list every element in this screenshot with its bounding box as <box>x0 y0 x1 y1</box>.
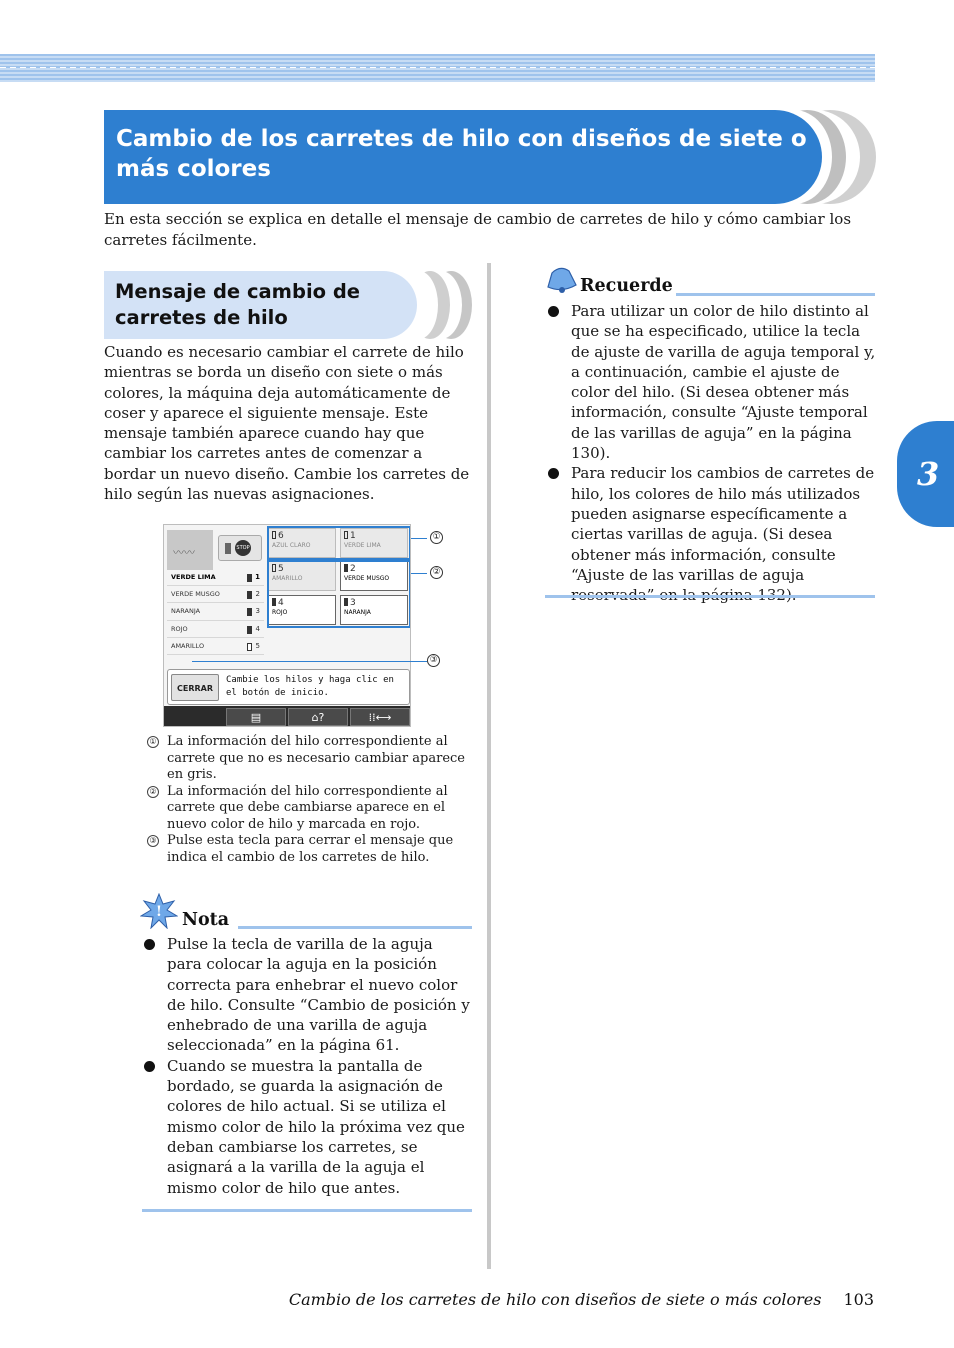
help-icon[interactable]: ⌂? <box>288 708 348 726</box>
thread-list-row <box>167 638 264 655</box>
legend-item <box>147 833 472 866</box>
recuerde-heading-rule <box>676 293 875 296</box>
top-decorative-band <box>0 54 875 82</box>
thread-name: AZUL CLARO <box>272 542 311 549</box>
nota-list <box>142 934 472 1198</box>
thread-list-row <box>167 621 264 638</box>
recuerde-item-text: Para reducir los cambios de carretes de hilo, los colores de hilo más utilizados pueden asignarse específicamente a ciertas varillas de aguja. (Si desea obtener más información, consulte “Ajuste de las varillas de aguja <box>571 464 875 584</box>
thread-list-row <box>167 586 264 603</box>
recuerde-item <box>546 301 876 463</box>
recuerde-bell-icon <box>542 265 578 295</box>
legend-marker: ② <box>147 786 159 798</box>
thread-name: VERDE LIMA <box>344 542 381 549</box>
nota-heading-rule <box>238 926 472 929</box>
nota-star-icon <box>140 893 178 929</box>
needle-bar-icon[interactable]: ⁞⁞⟷ <box>350 708 410 726</box>
highlight-changed-threads <box>267 560 411 628</box>
nota-item <box>142 934 472 1056</box>
bullet-icon <box>548 306 559 317</box>
needle-number: 4 <box>255 624 260 633</box>
thread-list-row <box>167 603 264 620</box>
section-title: Mensaje de cambio de carretes de hilo <box>104 271 417 339</box>
legend-text: La información del hilo correspondiente al carrete que debe cambiarse aparece en el nuevo color de hilo y marcada en rojo. <box>167 783 448 832</box>
thread-name: NARANJA <box>171 607 201 616</box>
machine-screen-illustration <box>163 524 411 727</box>
thread-name: VERDE MUSGO <box>171 590 220 599</box>
column-divider <box>487 263 491 1269</box>
spool-icon <box>247 643 252 651</box>
callout-leader <box>192 661 427 662</box>
legend-item <box>147 734 472 784</box>
bullet-icon <box>144 1061 155 1072</box>
spool-icon <box>225 543 231 554</box>
design-preview <box>167 530 213 570</box>
nota-item-text: Cuando se muestra la pantalla de bordado, se guarda la asignación de colores de hilo actual. Si se utiliza el mismo color de hilo la próxima vez que deban cambiarse los carretes, se asignará a la varilla de la aguja el mismo color de hilo que antes. <box>167 1056 465 1197</box>
page-title: Cambio de los carretes de hilo con diseños de siete o más colores <box>104 110 822 204</box>
spool-icon <box>247 608 252 616</box>
thread-list-row <box>167 569 264 586</box>
nota-bottom-rule <box>142 1209 472 1212</box>
list-icon[interactable]: ▤ <box>226 708 286 726</box>
needle-number: 4 <box>278 598 284 608</box>
stop-button[interactable] <box>218 535 262 561</box>
page-number: 103 <box>843 1290 874 1309</box>
thread-name: ROJO <box>171 624 188 633</box>
spool-icon <box>247 626 252 634</box>
needle-number: 3 <box>350 598 356 608</box>
recuerde-bottom-rule <box>545 595 875 598</box>
needle-number: 5 <box>278 564 284 574</box>
needle-number: 3 <box>255 607 260 616</box>
needle-number: 6 <box>278 531 284 541</box>
callout-leader <box>411 538 427 539</box>
needle-number: 1 <box>350 531 356 541</box>
spool-icon <box>247 591 252 599</box>
thread-name: VERDE MUSGO <box>344 575 390 582</box>
bullet-icon <box>144 939 155 950</box>
legend-marker: ① <box>147 736 159 748</box>
needle-number: 2 <box>350 564 356 574</box>
thread-list <box>167 569 264 655</box>
close-button[interactable]: CERRAR <box>171 674 219 701</box>
callout-2: ② <box>430 566 443 579</box>
intro-paragraph: En esta sección se explica en detalle el mensaje de cambio de carretes de hilo y cómo cambiar los carretes fácilmente. <box>104 210 852 249</box>
thread-name: NARANJA <box>344 609 371 616</box>
footer-title: Cambio de los carretes de hilo con diseños de siete o más colores <box>288 1290 822 1309</box>
callout-3: ③ <box>427 654 440 667</box>
section-body: Cuando es necesario cambiar el carrete de hilo mientras se borda un diseño con siete o más colores, la máquina deja automáticamente de coser y aparece el siguiente mensaje. Este mensaje también aparece cuando hay que cambiar los carretes antes de comenzar a bordar un nuevo diseño. Cambie los carretes de hilo según las nuevas asignaciones. <box>104 343 470 504</box>
recuerde-item <box>546 463 876 605</box>
message-area <box>167 669 410 705</box>
legend-text: Pulse esta tecla para cerrar el mensaje que indica el cambio de los carretes de hilo. <box>167 833 454 865</box>
recuerde-item-text: Para utilizar un color de hilo distinto al que se ha especificado, utilice la tecla de ajuste de varilla de aguja temporal y, a continuación, cambie el ajuste de color del hilo. (Si desea obtener más información, consulte “Ajuste temporal de las varillas de aguja” en la página 130). <box>571 302 876 463</box>
stop-icon: STOP <box>235 540 251 556</box>
thread-name: VERDE LIMA <box>171 573 216 581</box>
page-footer <box>289 1290 874 1309</box>
bullet-icon <box>548 468 559 479</box>
recuerde-list <box>546 301 876 605</box>
thread-name: AMARILLO <box>272 575 303 582</box>
nota-heading: Nota <box>182 910 230 930</box>
callout-leader <box>411 573 427 574</box>
svg-text:!: ! <box>155 904 163 920</box>
screen-bottom-bar <box>164 706 411 727</box>
chapter-tab: 3 <box>897 421 954 527</box>
needle-number: 5 <box>255 641 260 650</box>
thread-name: AMARILLO <box>171 641 205 650</box>
nota-item <box>142 1056 472 1198</box>
change-thread-message: Cambie los hilos y haga clic en el botón de inicio. <box>226 675 394 698</box>
callout-1: ① <box>430 531 443 544</box>
highlight-gray-threads <box>267 526 411 560</box>
thread-name: ROJO <box>272 609 288 616</box>
callout-legend <box>147 734 472 866</box>
needle-number: 1 <box>255 573 260 581</box>
design-thumbnail-icon: 〰〰 <box>173 546 195 559</box>
legend-text: La información del hilo correspondiente al carrete que no es necesario cambiar aparece en gris. <box>167 734 465 782</box>
legend-marker: ③ <box>147 835 159 847</box>
needle-number: 2 <box>255 590 260 599</box>
nota-item-text: Pulse la tecla de varilla de la aguja para colocar la aguja en la posición correcta para enhebrar el nuevo color de hilo. Consulte “Cambio de posición y enhebrado de una varilla de aguja seleccionada” en la página 61. <box>167 935 470 1055</box>
recuerde-heading: Recuerde <box>580 276 673 296</box>
spool-icon <box>247 574 252 582</box>
legend-item <box>147 784 472 834</box>
